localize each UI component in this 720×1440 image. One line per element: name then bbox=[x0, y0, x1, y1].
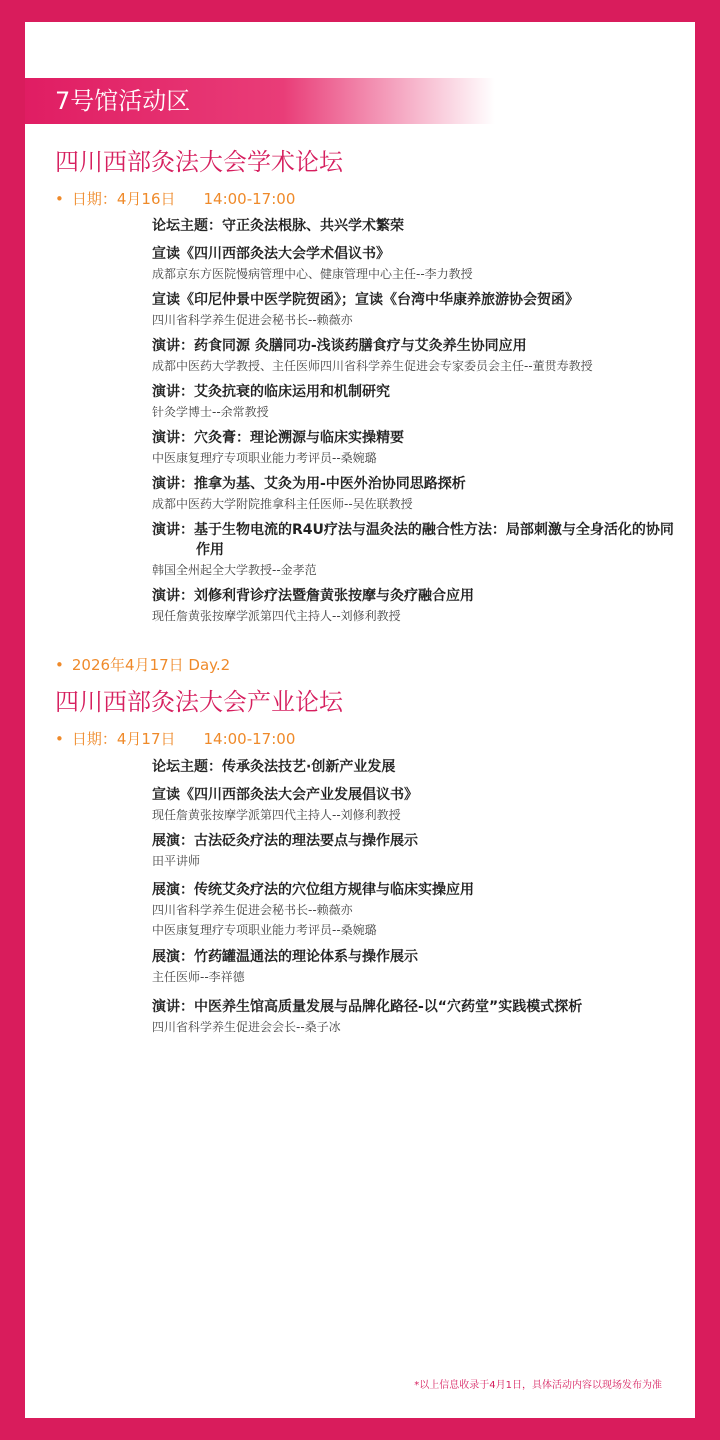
forum2-item bbox=[152, 880, 682, 940]
item-speaker: 中医康复理疗专项职业能力考评员--桑婉璐 bbox=[152, 923, 377, 937]
forum1-title: 四川西部灸法大会学术论坛 bbox=[55, 148, 343, 176]
forum2-item bbox=[152, 997, 682, 1037]
item-title: 论坛主题：传承灸法技艺·创新产业发展 bbox=[152, 759, 396, 775]
forum2-time: 14:00-17:00 bbox=[203, 730, 296, 748]
hall-title: 7号馆活动区 bbox=[55, 87, 191, 115]
item-speaker: 主任医师--李祥德 bbox=[152, 970, 245, 984]
item-title: 展演：传统艾灸疗法的穴位组方规律与临床实操应用 bbox=[152, 882, 474, 898]
item-speaker: 韩国全州起全大学教授--金孝范 bbox=[152, 563, 317, 577]
item-title: 展演：竹药罐温通法的理论体系与操作展示 bbox=[152, 949, 418, 965]
forum1-item bbox=[152, 520, 682, 580]
item-speaker: 中医康复理疗专项职业能力考评员--桑婉璐 bbox=[152, 451, 377, 465]
item-title: 宣读《四川西部灸法大会学术倡议书》 bbox=[152, 246, 390, 262]
bullet-icon: • bbox=[55, 656, 64, 674]
forum2-date: 日期：4月17日 bbox=[71, 730, 176, 748]
item-title: 演讲：药食同源 灸膳同功-浅谈药膳食疗与艾灸养生协同应用 bbox=[152, 338, 527, 354]
item-speaker: 针灸学博士--余常教授 bbox=[152, 405, 269, 419]
item-speaker: 成都中医药大学教授、主任医师四川省科学养生促进会专家委员会主任--董贯寿教授 bbox=[152, 359, 593, 373]
forum1-time: 14:00-17:00 bbox=[203, 190, 296, 208]
item-speaker: 田平讲师 bbox=[152, 854, 201, 868]
bullet-icon: • bbox=[55, 730, 64, 748]
item-title: 演讲：基于生物电流的R4U疗法与温灸法的融合性方法：局部刺激与全身活化的协同作用 bbox=[152, 522, 674, 558]
forum1-item bbox=[152, 586, 682, 626]
item-title: 论坛主题：守正灸法根脉、共兴学术繁荣 bbox=[152, 218, 404, 234]
forum2-item bbox=[152, 831, 682, 871]
footnote: *以上信息收录于4月1日，具体活动内容以现场发布为准 bbox=[414, 1380, 662, 1391]
day2-line bbox=[55, 654, 230, 676]
forum1-date: 日期：4月16日 bbox=[71, 190, 176, 208]
item-speaker: 成都中医药大学附院推拿科主任医师--吴佐联教授 bbox=[152, 497, 413, 511]
bullet-icon: • bbox=[55, 190, 64, 208]
forum2-item bbox=[152, 785, 682, 825]
forum1-item bbox=[152, 336, 682, 376]
hall-banner bbox=[25, 78, 495, 124]
forum1-item bbox=[152, 216, 682, 236]
item-title: 宣读《印尼仲景中医学院贺函》；宣读《台湾中华康养旅游协会贺函》 bbox=[152, 292, 579, 308]
item-speaker: 现任詹黄张按摩学派第四代主持人--刘修利教授 bbox=[152, 609, 401, 623]
forum1-date-line bbox=[55, 188, 295, 210]
item-title: 宣读《四川西部灸法大会产业发展倡议书》 bbox=[152, 787, 418, 803]
item-title: 演讲：中医养生馆高质量发展与品牌化路径-以“穴药堂”实践模式探析 bbox=[152, 999, 583, 1015]
forum2-title: 四川西部灸法大会产业论坛 bbox=[55, 688, 343, 716]
item-title: 演讲：推拿为基、艾灸为用-中医外治协同思路探析 bbox=[152, 476, 466, 492]
day2-label: 2026年4月17日 Day.2 bbox=[71, 656, 231, 674]
item-title: 演讲：艾灸抗衰的临床运用和机制研究 bbox=[152, 384, 390, 400]
item-speaker: 四川省科学养生促进会秘书长--赖薇亦 bbox=[152, 903, 353, 917]
forum1-item bbox=[152, 428, 682, 468]
item-title: 演讲：穴灸膏：理论溯源与临床实操精要 bbox=[152, 430, 404, 446]
item-speaker: 四川省科学养生促进会会长--桑子冰 bbox=[152, 1020, 341, 1034]
forum1-item bbox=[152, 474, 682, 514]
forum2-item bbox=[152, 947, 682, 987]
item-speaker: 现任詹黄张按摩学派第四代主持人--刘修利教授 bbox=[152, 808, 401, 822]
forum1-item bbox=[152, 290, 682, 330]
item-title: 演讲：刘修利背诊疗法暨詹黄张按摩与灸疗融合应用 bbox=[152, 588, 474, 604]
forum1-item bbox=[152, 382, 682, 422]
item-speaker: 成都京东方医院慢病管理中心、健康管理中心主任--李力教授 bbox=[152, 267, 473, 281]
forum2-date-line bbox=[55, 728, 295, 750]
item-speaker: 四川省科学养生促进会秘书长--赖薇亦 bbox=[152, 313, 353, 327]
forum1-item bbox=[152, 244, 682, 284]
item-title: 展演：古法砭灸疗法的理法要点与操作展示 bbox=[152, 833, 418, 849]
forum2-item bbox=[152, 757, 682, 777]
